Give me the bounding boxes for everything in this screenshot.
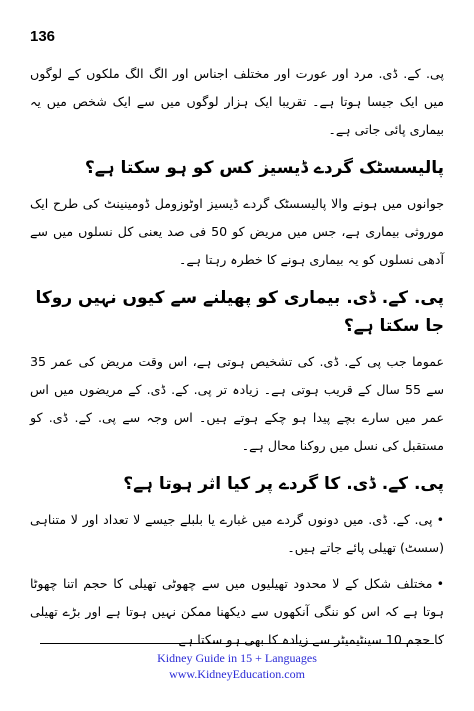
intro-paragraph: پی. کے. ڈی. مرد اور عورت اور مختلف اجناس اور الگ الگ ملکوں کے لوگوں میں ایک جیسا ہوتا ہے۔ تقریبا ایک ہزار لوگوں میں سے ایک شخص میں یہ بیماری پائی جاتی ہے۔ bbox=[30, 66, 444, 137]
footer-title: Kidney Guide in 15 + Languages bbox=[157, 651, 317, 665]
section-heading-why-not-preventable: پی. کے. ڈی. بیماری کو پھیلنے سے کیوں نہیں روکا جا سکتا ہے؟ bbox=[35, 288, 444, 336]
bullet-text: پی. کے. ڈی. میں دونوں گردے میں غبارے یا بلبلے جیسے لا تعداد اور لا متناہی (سسٹ) تھیلی پائے جاتے ہیں۔ bbox=[30, 512, 444, 555]
section-body-who-can-get-pkd: جوانوں میں ہونے والا پالیسسٹک گردے ڈیسیز اوٹوزومل ڈومینینٹ کی طرح ایک موروثی بیماری ہے، جس میں مریض کو 50 فی صد یعنی کل نسلوں میں سے آدھی نسلوں کو یہ بیماری ہونے کا خطرہ رہتا ہے۔ bbox=[30, 196, 444, 267]
section-body-why-not-preventable: عموما جب پی کے. ڈی. کی تشخیص ہوتی ہے، اس وقت مریض کی عمر 35 سے 55 سال کے قریب ہوتی ہے۔ زیادہ تر پی. کے. ڈی. کے مریضوں میں اس عمر میں سارے بچے پیدا ہو چکے ہوتے ہیں۔ اس وجہ سے پی. کے. ڈی. کو مستقبل کی نسل میں روکنا محال ہے۔ bbox=[30, 354, 445, 453]
list-item bbox=[30, 570, 444, 654]
bullet-text: مختلف شکل کے لا محدود تھیلیوں میں سے چھوٹی تھیلی کا حجم اتنا چھوٹا ہوتا ہے کہ اس کو ننگی آنکھوں سے دیکھنا ممکن نہیں ہوتا ہے اور بڑے تھیلی کا حجم 10 سینٹیمیٹر سے زیادہ کا بھی ہو سکتا ہے۔ bbox=[30, 576, 444, 647]
footer bbox=[0, 650, 474, 682]
page-number: 136 bbox=[30, 28, 56, 45]
section-heading-effect-on-kidney: پی. کے. ڈی. کا گردے پر کیا اثر ہوتا ہے؟ bbox=[123, 474, 444, 494]
page-content bbox=[30, 60, 444, 662]
bullet-icon: • bbox=[436, 512, 444, 527]
bullet-icon: • bbox=[436, 576, 444, 591]
footer-website: www.KidneyEducation.com bbox=[169, 667, 305, 681]
section-heading-who-can-get-pkd: پالیسسٹک گردے ڈیسیز کس کو ہو سکتا ہے؟ bbox=[84, 158, 444, 178]
list-item bbox=[30, 506, 444, 562]
footer-divider bbox=[40, 643, 434, 644]
effect-bullet-list bbox=[30, 506, 444, 654]
